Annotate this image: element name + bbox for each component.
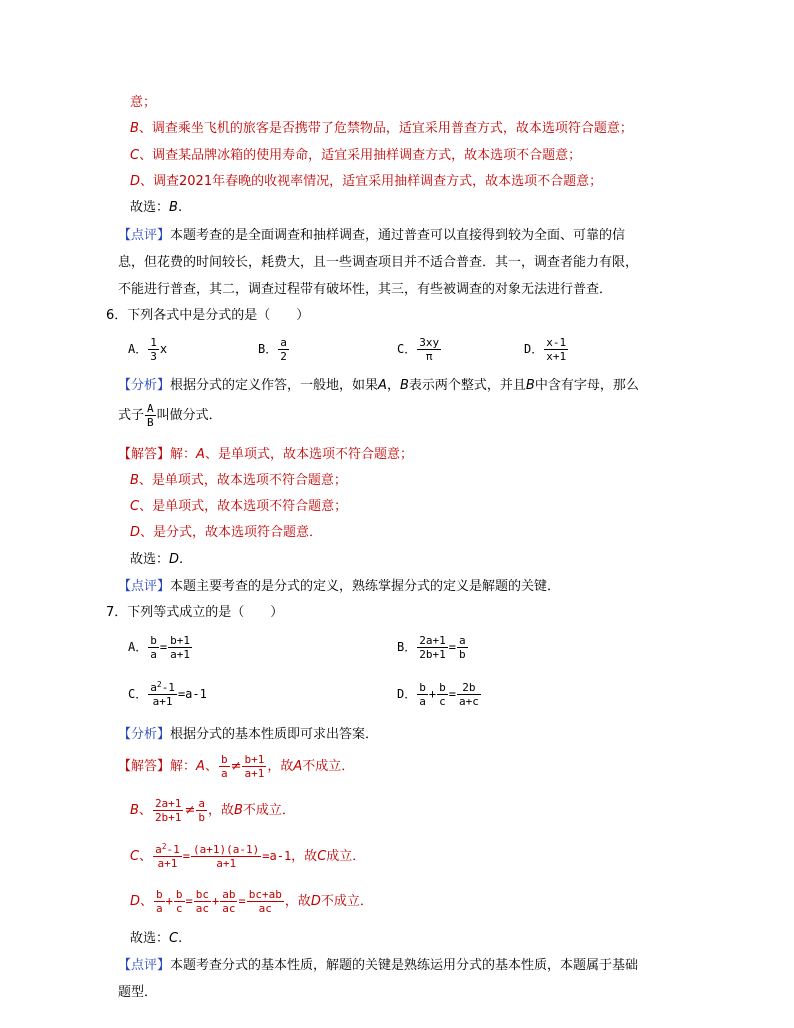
answer-line: 故选：B. [130, 200, 183, 215]
q7-option-c: C． $\frac{a^2-1}{a+1}$ =a-1 [128, 680, 207, 708]
q7-solution-b: B、 $\frac{2a+1}{2b+1}$ ≠ $\frac{a}{b}$ ，故B不成立． [130, 797, 295, 824]
q6-option-b: B． $\frac{a}{2}$ [258, 336, 287, 363]
q6-comment: 【点评】本题主要考查的是分式的定义，熟练掌握分式的定义是解题的关键． [118, 579, 561, 594]
q6-solution-d: D、是分式，故本选项符合题意． [130, 525, 323, 540]
q7-option-a: A． $\frac{b}{a}$ = $\frac{b+1}{a+1}$ [128, 634, 190, 661]
q7-analysis: 【分析】根据分式的基本性质即可求出答案． [118, 727, 379, 742]
solution-line-d: D、调查2021年春晚的收视率情况，适宜采用抽样调查方式，故本选项不合题意； [130, 174, 603, 189]
question-6-title: 6．下列各式中是分式的是（ ） [106, 308, 310, 323]
comment-line-2: 息，但花费的时间较长，耗费大，且一些调查项目并不适合普查．其一，调查者能力有限， [118, 255, 639, 270]
q7-solution-d: D、 $\frac{b}{a}$ + $\frac{b}{c}$ = $\frac{bc}{ac}$ + $\frac{ab}{ac}$ = $\frac{bc+ab}{ac}$ ，故D不成立． [130, 888, 373, 915]
q6-option-c: C． $\frac{3xy}{\pi}$ [397, 336, 440, 363]
fraction: $\frac{x-1}{x+1}$ [546, 336, 567, 363]
solution-line-c: C、调查某品牌冰箱的使用寿命，适宜采用抽样调查方式，故本选项不合题意； [130, 148, 582, 163]
q6-option-a: A． $\frac{1}{3}$ x [128, 336, 168, 363]
fraction: $\frac{A}{B}$ [147, 402, 154, 429]
q7-comment-line-2: 题型． [118, 985, 158, 1000]
q7-solution-c: C、 $\frac{a^2-1}{a+1}$ = $\frac{(a+1)(a-1)}{a+1}$ =a-1，故C成立． [130, 842, 366, 870]
fraction: $\frac{a}{2}$ [280, 336, 287, 363]
question-7-title: 7．下列等式成立的是（ ） [106, 605, 284, 620]
q6-answer: 故选：D. [130, 552, 184, 567]
q6-solution-c: C、是单项式，故本选项不符合题意； [130, 499, 348, 514]
q7-option-b: B． $\frac{2a+1}{2b+1}$ = $\frac{a}{b}$ [397, 634, 466, 661]
solution-line-b: B、调查乘坐飞机的旅客是否携带了危禁物品，适宜采用普查方式，故本选项符合题意； [130, 121, 633, 136]
q6-analysis-line-1: 【分析】根据分式的定义作答，一般地，如果A，B表示两个整式，并且B中含有字母，那么 [118, 378, 639, 393]
q6-solution-b: B、是单项式，故本选项不符合题意； [130, 473, 347, 488]
q6-option-d: D． $\frac{x-1}{x+1}$ [524, 336, 567, 363]
fraction: $\frac{3xy}{\pi}$ [419, 336, 440, 363]
q6-analysis-line-2: 式子 $\frac{A}{B}$ 叫做分式． [118, 402, 222, 429]
comment-line-3: 不能进行普查，其二，调查过程带有破坏性，其三，有些被调查的对象无法进行普查． [118, 282, 613, 297]
q7-answer: 故选：C. [130, 931, 183, 946]
q6-solution-a: 【解答】解：A、是单项式，故本选项不符合题意； [118, 447, 413, 462]
q7-solution-a: 【解答】解：A、 $\frac{b}{a}$ ≠ $\frac{b+1}{a+1}$ ，故A不成立． [118, 753, 355, 780]
q7-option-d: D． $\frac{b}{a}$ + $\frac{b}{c}$ = $\frac{2b}{a+c}$ [397, 681, 479, 708]
solution-text: 意； [130, 95, 157, 110]
comment-line-1: 【点评】本题考查的是全面调查和抽样调查，通过普查可以直接得到较为全面、可靠的信 [118, 228, 626, 243]
fraction: $\frac{1}{3}$ [150, 336, 157, 363]
q7-comment-line-1: 【点评】本题考查分式的基本性质，解题的关键是熟练运用分式的基本性质，本题属于基础 [118, 958, 639, 973]
